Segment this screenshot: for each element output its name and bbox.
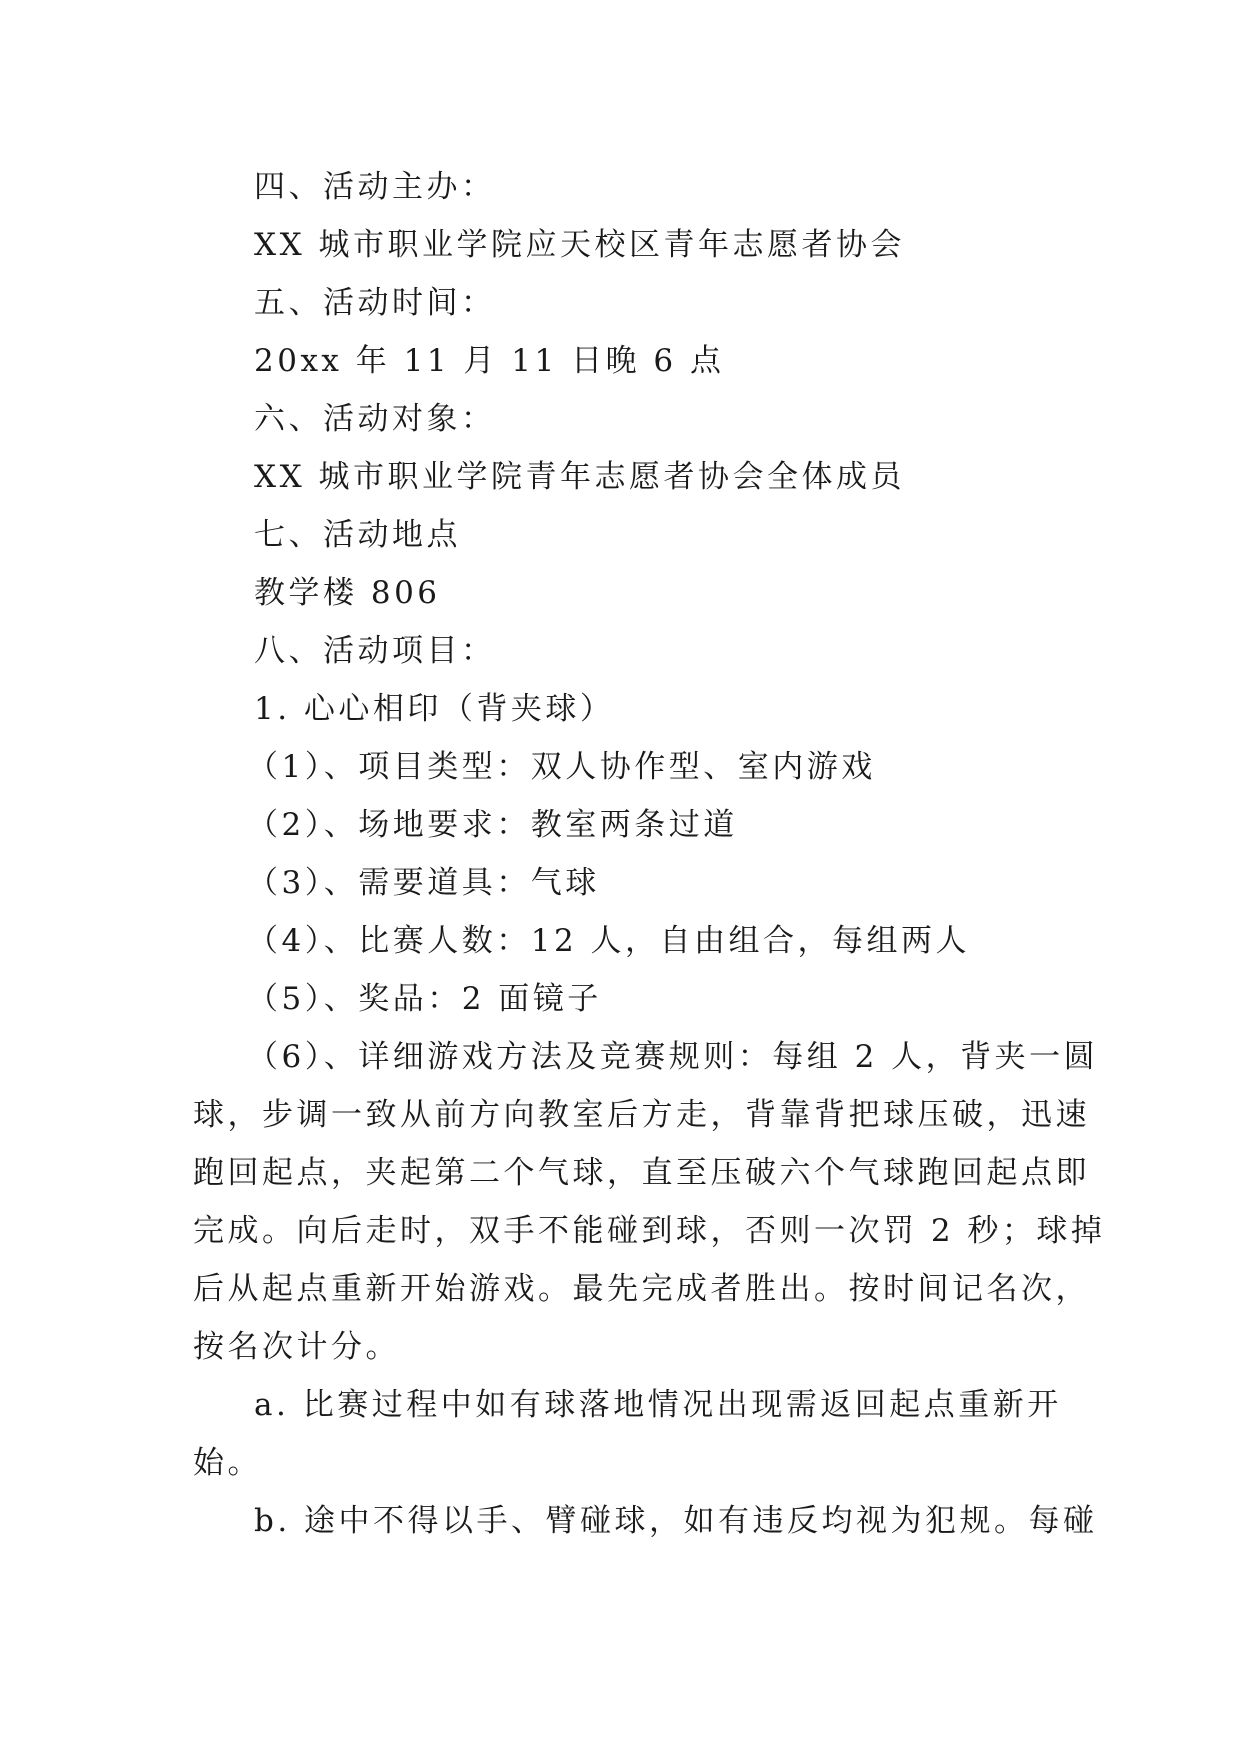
item-detail-6: （6）、详细游戏方法及竞赛规则：每组 2 人，背夹一圆 bbox=[247, 1039, 1099, 1075]
section-heading-audience: 六、活动对象： bbox=[254, 401, 496, 437]
item-detail-4: （4）、比赛人数：12 人，自由组合，每组两人 bbox=[247, 923, 971, 959]
item-detail-5: （5）、奖品：2 面镜子 bbox=[247, 981, 602, 1017]
rule-a-continued: 始。 bbox=[193, 1445, 262, 1481]
rules-paragraph-line: 按名次计分。 bbox=[193, 1329, 400, 1365]
time-text: 20xx 年 11 月 11 日晚 6 点 bbox=[254, 343, 725, 379]
audience-text: XX 城市职业学院青年志愿者协会全体成员 bbox=[254, 459, 905, 495]
rules-paragraph-line: 球，步调一致从前方向教室后方走，背靠背把球压破，迅速 bbox=[193, 1097, 1090, 1133]
item-detail-3: （3）、需要道具：气球 bbox=[247, 865, 600, 901]
rules-paragraph-line: 跑回起点，夹起第二个气球，直至压破六个气球跑回起点即 bbox=[193, 1155, 1090, 1191]
rules-paragraph-line: 完成。向后走时，双手不能碰到球，否则一次罚 2 秒；球掉 bbox=[193, 1213, 1106, 1249]
section-heading-organizer: 四、活动主办： bbox=[254, 169, 496, 205]
section-heading-time: 五、活动时间： bbox=[254, 285, 496, 321]
rule-b: b. 途中不得以手、臂碰球，如有违反均视为犯规。每碰 bbox=[254, 1503, 1098, 1539]
item-detail-1: （1）、项目类型：双人协作型、室内游戏 bbox=[247, 749, 876, 785]
item-title: 1. 心心相印（背夹球） bbox=[254, 691, 615, 727]
location-text: 教学楼 806 bbox=[254, 575, 441, 611]
section-heading-items: 八、活动项目： bbox=[254, 633, 496, 669]
organizer-text: XX 城市职业学院应天校区青年志愿者协会 bbox=[254, 227, 905, 263]
item-detail-2: （2）、场地要求：教室两条过道 bbox=[247, 807, 738, 843]
rules-paragraph-line: 后从起点重新开始游戏。最先完成者胜出。按时间记名次， bbox=[193, 1271, 1090, 1307]
section-heading-location: 七、活动地点 bbox=[254, 517, 461, 553]
rule-a: a. 比赛过程中如有球落地情况出现需返回起点重新开 bbox=[254, 1387, 1062, 1423]
